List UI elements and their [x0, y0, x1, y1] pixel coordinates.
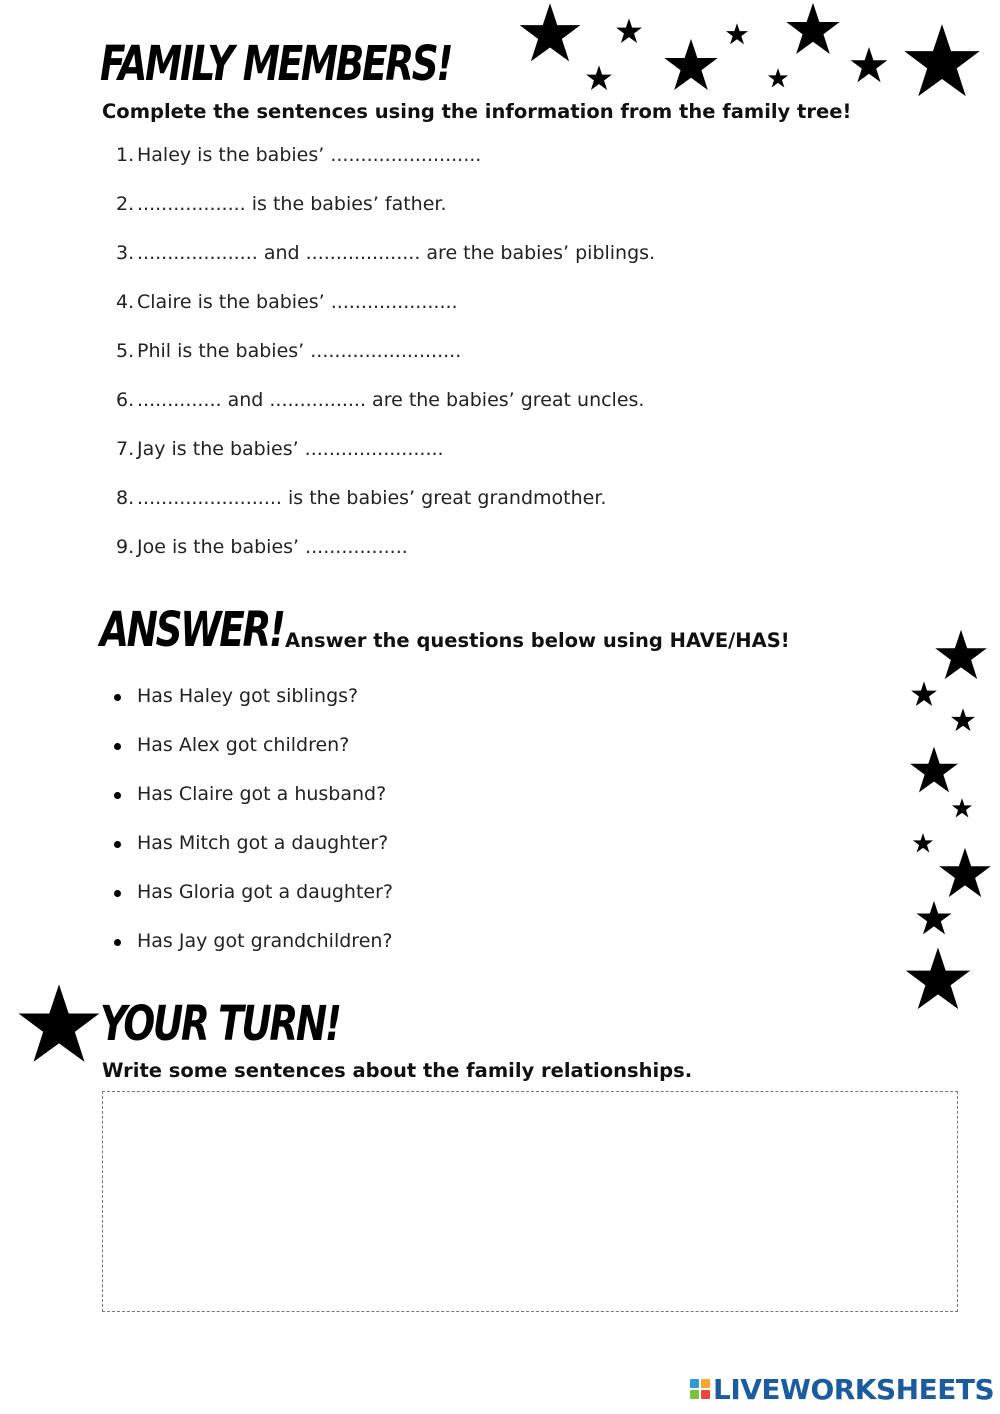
- sentence-item: [116, 293, 458, 312]
- star-icon: [910, 680, 938, 708]
- sentence-item: [116, 244, 655, 263]
- sentence-number: 2.: [116, 193, 135, 215]
- question-text: Has Jay got grandchildren?: [137, 930, 393, 952]
- sentence-text: Haley is the babies’ .........................: [137, 144, 482, 166]
- sentence-text: Claire is the babies’ .....................: [137, 291, 458, 313]
- star-icon: [937, 845, 993, 901]
- star-icon: [912, 832, 934, 854]
- star-icon: [615, 17, 643, 45]
- sentence-text: ........................ is the babies’ great grandmother.: [137, 487, 607, 509]
- your-turn-instruction: Write some sentences about the family relationships.: [102, 1059, 693, 1082]
- sentence-text: .................. is the babies’ father.: [137, 193, 447, 215]
- star-icon: [767, 67, 789, 89]
- sentence-item: [116, 489, 606, 508]
- star-icon: [950, 707, 976, 733]
- sentence-number: 8.: [116, 487, 135, 509]
- family-members-title: FAMILY MEMBERS!: [100, 36, 452, 92]
- sentence-item: [116, 195, 447, 214]
- star-icon: [903, 944, 973, 1014]
- answer-title: ANSWER!: [100, 602, 284, 658]
- bullet-icon: [114, 743, 121, 750]
- bullet-icon: [114, 792, 121, 799]
- sentence-text: .............. and ................ are the babies’ great uncles.: [137, 389, 645, 411]
- star-icon: [15, 980, 103, 1068]
- sentence-item: [116, 538, 408, 557]
- star-icon: [517, 0, 583, 66]
- star-icon: [849, 45, 889, 85]
- question-text: Has Gloria got a daughter?: [137, 881, 394, 903]
- sentence-item: [116, 342, 461, 361]
- sentence-number: 5.: [116, 340, 135, 362]
- question-text: Has Claire got a husband?: [137, 783, 387, 805]
- question-text: Has Mitch got a daughter?: [137, 832, 389, 854]
- sentence-text: Phil is the babies’ .........................: [137, 340, 462, 362]
- family-members-instruction: Complete the sentences using the information from the family tree!: [102, 100, 852, 123]
- star-icon: [725, 22, 749, 46]
- sentence-number: 4.: [116, 291, 135, 313]
- sentence-number: 7.: [116, 438, 135, 460]
- star-icon: [915, 899, 953, 937]
- liveworksheets-logo[interactable]: [690, 1372, 994, 1406]
- answer-instruction: Answer the questions below using HAVE/HAS!: [285, 629, 790, 652]
- sentence-item: [116, 391, 644, 410]
- logo-text: LIVEWORKSHEETS: [713, 1372, 995, 1406]
- sentence-number: 9.: [116, 536, 135, 558]
- question-text: Has Haley got siblings?: [137, 685, 359, 707]
- sentence-text: .................... and ................... are the babies’ piblings.: [137, 242, 656, 264]
- sentence-number: 1.: [116, 144, 135, 166]
- star-icon: [662, 36, 720, 94]
- star-icon: [951, 797, 973, 819]
- bullet-icon: [114, 890, 121, 897]
- your-turn-title: YOUR TURN!: [100, 996, 340, 1052]
- bullet-icon: [114, 841, 121, 848]
- sentence-item: [116, 440, 444, 459]
- star-icon: [908, 744, 960, 796]
- star-icon: [933, 627, 989, 683]
- sentence-text: Joe is the babies’ .................: [137, 536, 408, 558]
- bullet-icon: [114, 939, 121, 946]
- bullet-icon: [114, 694, 121, 701]
- sentence-number: 3.: [116, 242, 135, 264]
- sentence-text: Jay is the babies’ .......................: [137, 438, 444, 460]
- star-icon: [782, 0, 844, 58]
- liveworksheets-logo-icon: [690, 1379, 710, 1399]
- question-text: Has Alex got children?: [137, 734, 350, 756]
- star-icon: [585, 64, 613, 92]
- writing-area[interactable]: [102, 1091, 958, 1312]
- star-icon: [901, 20, 983, 102]
- sentence-number: 6.: [116, 389, 135, 411]
- sentence-item: [116, 146, 481, 165]
